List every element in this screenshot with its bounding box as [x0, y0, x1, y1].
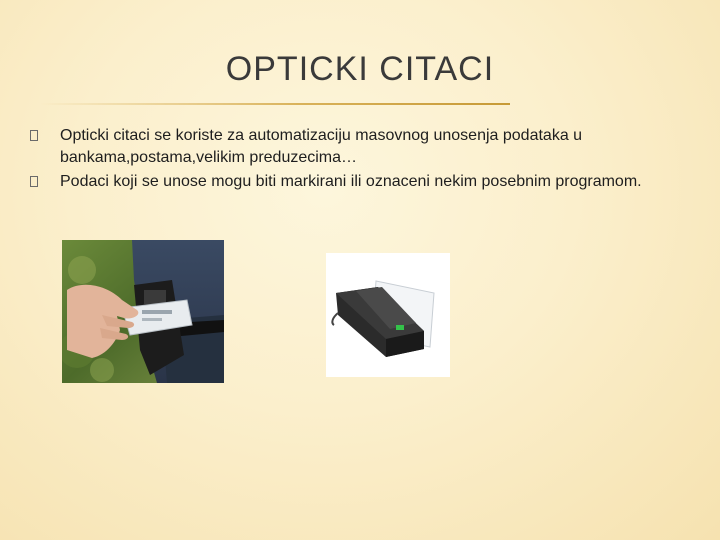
bullet-square-icon	[30, 130, 38, 141]
hand-card-reader-illustration	[62, 240, 224, 383]
card-reader-illustration	[326, 253, 450, 377]
title-area	[0, 50, 720, 89]
bullet-item	[30, 125, 680, 169]
bullet-item	[30, 171, 680, 193]
bullet-text: Opticki citaci se koriste za automatizaciju masovnog unosenja podataka u bankama,postama,velikim preduzecima…	[60, 127, 583, 166]
bullet-square-icon	[30, 176, 38, 187]
slide-title: OPTICKI CITACI	[225, 50, 495, 88]
bullet-text: Podaci koji se unose mogu biti markirani ili oznaceni nekim posebnim programom.	[60, 173, 642, 190]
card-reader-device-image	[326, 253, 450, 377]
hand-card-reader-image	[62, 240, 224, 383]
bullet-list	[30, 125, 680, 195]
title-underline	[40, 103, 510, 105]
